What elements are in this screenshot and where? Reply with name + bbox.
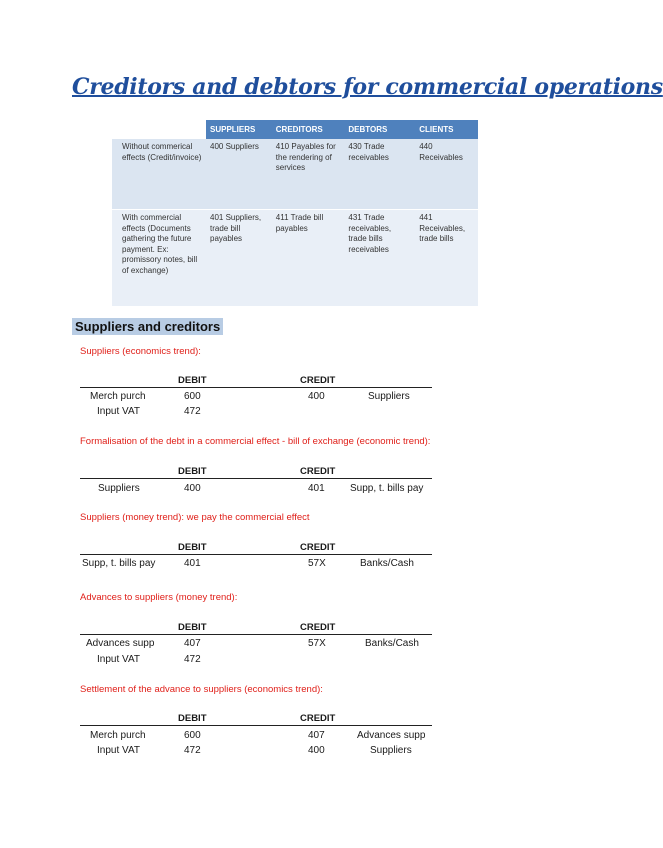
debit-header: DEBIT xyxy=(178,622,207,633)
row-label: Without commerical effects (Credit/invoice) xyxy=(112,139,206,210)
col-header-clients: CLIENTS xyxy=(415,120,478,139)
debit-account: Input VAT xyxy=(97,406,140,417)
debit-account: Input VAT xyxy=(97,654,140,665)
debit-account: Merch purch xyxy=(90,391,146,402)
col-header-suppliers: SUPPLIERS xyxy=(206,120,272,139)
table-cell: 401 Suppliers, trade bill payables xyxy=(206,210,272,307)
table-row xyxy=(112,210,478,307)
debit-code: 472 xyxy=(184,654,201,665)
credit-code: 400 xyxy=(308,745,325,756)
entry-caption: Formalisation of the debt in a commercial effect - bill of exchange (economic trend): xyxy=(80,436,431,447)
debit-account: Input VAT xyxy=(97,745,140,756)
entry-caption: Settlement of the advance to suppliers (economics trend): xyxy=(80,684,323,695)
col-header-creditors: CREDITORS xyxy=(272,120,345,139)
credit-header: CREDIT xyxy=(300,622,336,633)
credit-account: Suppliers xyxy=(368,391,410,402)
debit-account: Suppliers xyxy=(98,483,140,494)
credit-account: Supp, t. bills pay xyxy=(350,483,424,494)
debit-code: 472 xyxy=(184,406,201,417)
credit-header: CREDIT xyxy=(300,713,336,724)
table-cell: 431 Trade receivables, trade bills receivables xyxy=(344,210,415,307)
account-classes-table xyxy=(112,120,478,307)
debit-header: DEBIT xyxy=(178,466,207,477)
credit-header: CREDIT xyxy=(300,466,336,477)
col-header-debtors: DEBTORS xyxy=(344,120,415,139)
credit-code: 57X xyxy=(308,638,326,649)
corner-cell xyxy=(112,120,206,139)
debit-header: DEBIT xyxy=(178,542,207,553)
table-cell: 411 Trade bill payables xyxy=(272,210,345,307)
debit-code: 400 xyxy=(184,483,201,494)
divider-line xyxy=(80,387,432,388)
table-cell: 441 Receivables, trade bills xyxy=(415,210,478,307)
divider-line xyxy=(80,634,432,635)
credit-code: 57X xyxy=(308,558,326,569)
credit-header: CREDIT xyxy=(300,542,336,553)
entry-caption: Advances to suppliers (money trend): xyxy=(80,592,238,603)
debit-header: DEBIT xyxy=(178,375,207,386)
credit-account: Suppliers xyxy=(370,745,412,756)
credit-header: CREDIT xyxy=(300,375,336,386)
debit-header: DEBIT xyxy=(178,713,207,724)
debit-code: 600 xyxy=(184,730,201,741)
table-cell: 400 Suppliers xyxy=(206,139,272,210)
credit-code: 407 xyxy=(308,730,325,741)
divider-line xyxy=(80,478,432,479)
debit-code: 401 xyxy=(184,558,201,569)
entry-caption: Suppliers (economics trend): xyxy=(80,346,201,357)
divider-line xyxy=(80,725,432,726)
credit-code: 401 xyxy=(308,483,325,494)
table-cell: 410 Payables for the rendering of services xyxy=(272,139,345,210)
row-label: With commercial effects (Documents gathering the future payment. Ex: promissory notes, bill of exchange) xyxy=(112,210,206,307)
debit-code: 472 xyxy=(184,745,201,756)
credit-account: Banks/Cash xyxy=(365,638,419,649)
credit-code: 400 xyxy=(308,391,325,402)
table-cell: 430 Trade receivables xyxy=(344,139,415,210)
debit-code: 600 xyxy=(184,391,201,402)
table-cell: 440 Receivables xyxy=(415,139,478,210)
debit-account: Supp, t. bills pay xyxy=(82,558,156,569)
debit-account: Advances supp xyxy=(86,638,155,649)
section-heading: Suppliers and creditors xyxy=(72,318,223,335)
table-row xyxy=(112,139,478,210)
divider-line xyxy=(80,554,432,555)
credit-account: Advances supp xyxy=(357,730,426,741)
debit-code: 407 xyxy=(184,638,201,649)
debit-account: Merch purch xyxy=(90,730,146,741)
entry-caption: Suppliers (money trend): we pay the commercial effect xyxy=(80,512,310,523)
page-title: Creditors and debtors for commercial operations xyxy=(72,74,663,100)
credit-account: Banks/Cash xyxy=(360,558,414,569)
